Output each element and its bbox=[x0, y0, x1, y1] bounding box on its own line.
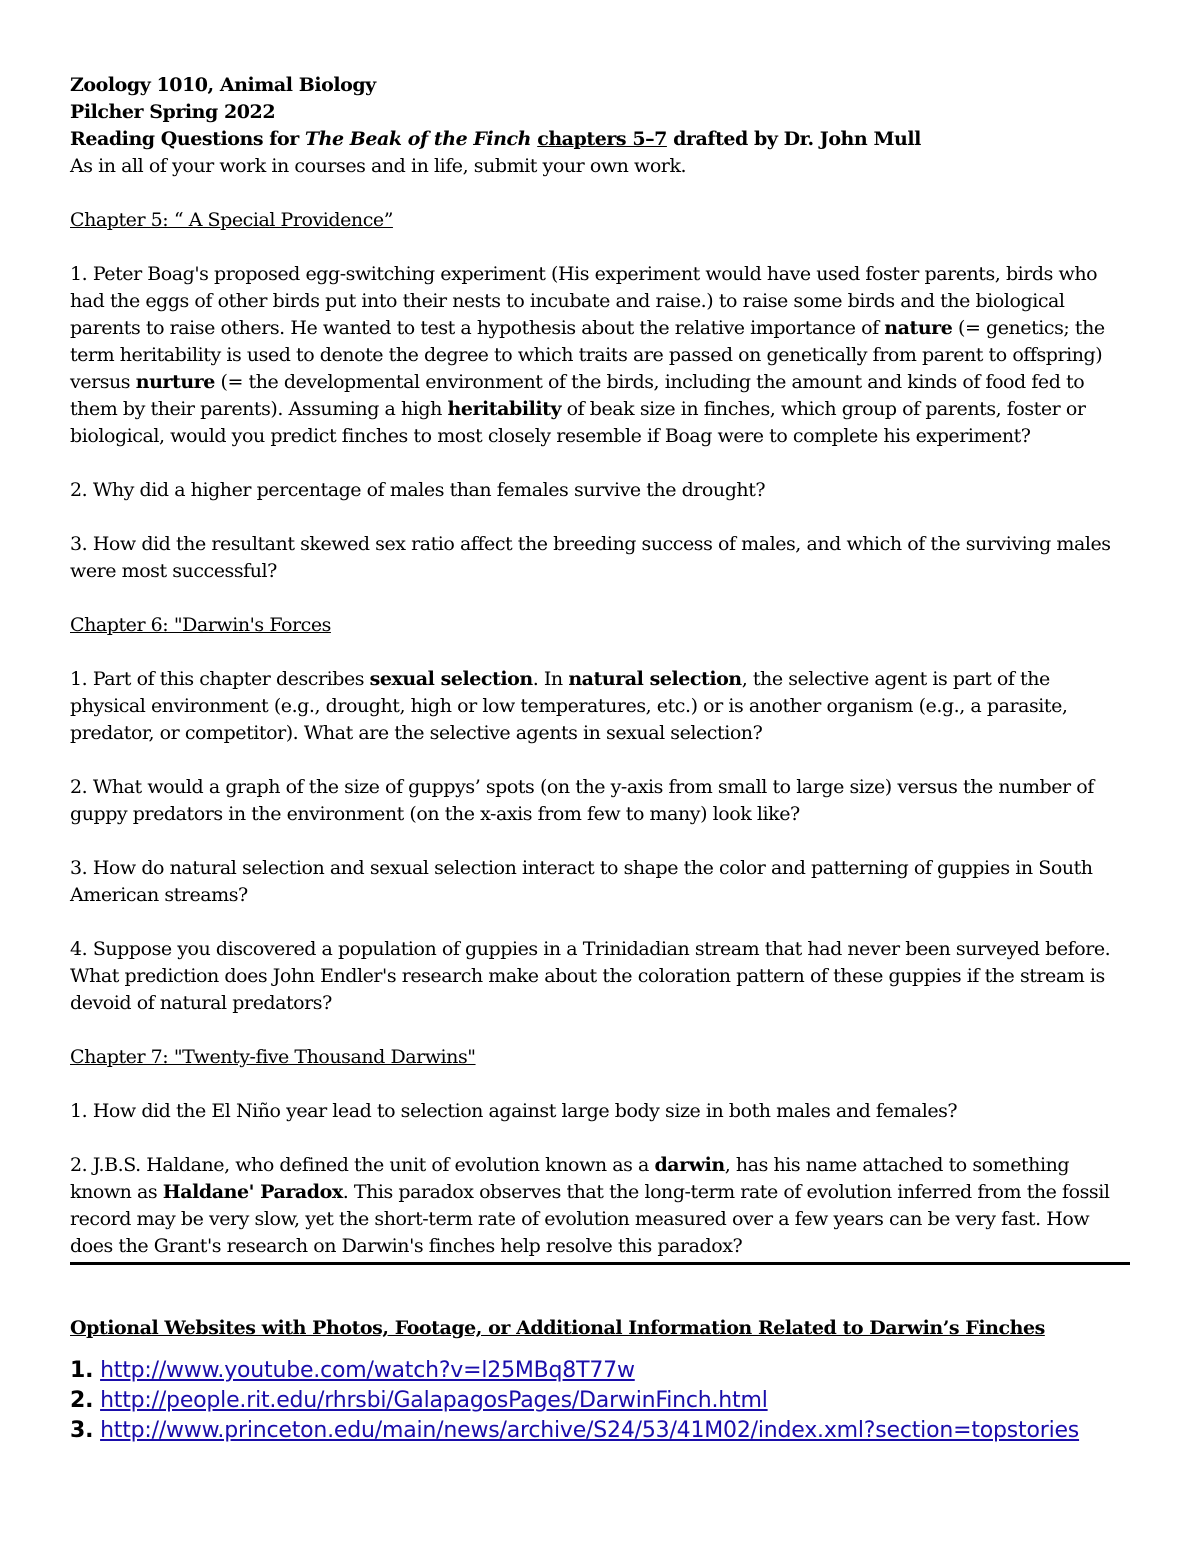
youtube-link[interactable]: http://www.youtube.com/watch?v=l25MBq8T77w bbox=[100, 1358, 635, 1383]
reading-questions-title: Reading Questions for The Beak of the Finch chapters 5–7 drafted by Dr. John Mull bbox=[70, 128, 921, 150]
rit-finch-link[interactable]: http://people.rit.edu/rhrsbi/GalapagosPages/DarwinFinch.html bbox=[100, 1388, 768, 1413]
links-list bbox=[70, 1356, 1130, 1446]
instruction-line: As in all of your work in courses and in life, submit your own work. bbox=[70, 155, 687, 177]
ch6-question-2: 2. What would a graph of the size of guppys’ spots (on the y-axis from small to large size) versus the number of guppy predators in the environment (on the x-axis from few to many) look like? bbox=[70, 776, 1094, 825]
ch6-question-1: 1. Part of this chapter describes sexual selection. In natural selection, the selective agent is part of the physical environment (e.g., drought, high or low temperatures, etc.) or is another organism (e.g., a parasite, predator, or competitor). What are the selective agents in sexual selection? bbox=[70, 668, 1068, 744]
optional-websites-heading: Optional Websites with Photos, Footage, or Additional Information Related to Darwin’s Finches bbox=[70, 1317, 1045, 1339]
book-title: The Beak of the Finch bbox=[304, 128, 532, 150]
princeton-link[interactable]: http://www.princeton.edu/main/news/archive/S24/53/41M02/index.xml?section=topstories bbox=[100, 1418, 1080, 1443]
ch5-question-1: 1. Peter Boag's proposed egg-switching experiment (His experiment would have used foster parents, birds who had the eggs of other birds put into their nests to incubate and raise.) to raise some birds and the biological parents to raise others. He wanted to test a hypothesis about the relative importance of nature (= genetics; the term heritability is used to denote the degree to which traits are passed on genetically from parent to offspring) versus nurture (= the developmental environment of the birds, including the amount and kinds of food fed to them by their parents). Assuming a high heritability of beak size in finches, which group of parents, foster or biological, would you predict finches to most closely resemble if Boag were to complete his experiment? bbox=[70, 263, 1105, 447]
list-item: 3. http://www.princeton.edu/main/news/archive/S24/53/41M02/index.xml?section=topstories bbox=[70, 1418, 1080, 1443]
ch5-question-2: 2. Why did a higher percentage of males than females survive the drought? bbox=[70, 479, 766, 501]
list-item: 2. http://people.rit.edu/rhrsbi/GalapagosPages/DarwinFinch.html bbox=[70, 1388, 768, 1413]
course-title: Zoology 1010, Animal Biology bbox=[70, 74, 376, 96]
chapter-6-heading: Chapter 6: "Darwin's Forces bbox=[70, 614, 331, 636]
ch5-question-3: 3. How did the resultant skewed sex ratio affect the breeding success of males, and which of the surviving males were most successful? bbox=[70, 533, 1111, 582]
term-line: Pilcher Spring 2022 bbox=[70, 101, 276, 123]
chapter-5-heading: Chapter 5: “ A Special Providence” bbox=[70, 209, 393, 231]
ch6-question-4: 4. Suppose you discovered a population of guppies in a Trinidadian stream that had never been surveyed before. What prediction does John Endler's research make about the coloration pattern of these guppies if the stream is devoid of natural predators? bbox=[70, 938, 1111, 1014]
ch7-question-1: 1. How did the El Niño year lead to selection against large body size in both males and females? bbox=[70, 1100, 958, 1122]
chapters-range: chapters 5–7 bbox=[537, 128, 667, 150]
horizontal-rule bbox=[70, 1262, 1130, 1265]
list-item: 1. http://www.youtube.com/watch?v=l25MBq8T77w bbox=[70, 1358, 635, 1383]
document-page bbox=[70, 72, 1130, 1446]
chapter-7-heading: Chapter 7: "Twenty-five Thousand Darwins" bbox=[70, 1046, 476, 1068]
ch7-question-2: 2. J.B.S. Haldane, who defined the unit of evolution known as a darwin, has his name attached to something known as Haldane' Paradox. This paradox observes that the long-term rate of evolution inferred from the fossil record may be very slow, yet the short-term rate of evolution measured over a few years can be very fast. How does the Grant's research on Darwin's finches help resolve this paradox? bbox=[70, 1154, 1110, 1257]
ch6-question-3: 3. How do natural selection and sexual selection interact to shape the color and patterning of guppies in South American streams? bbox=[70, 857, 1093, 906]
